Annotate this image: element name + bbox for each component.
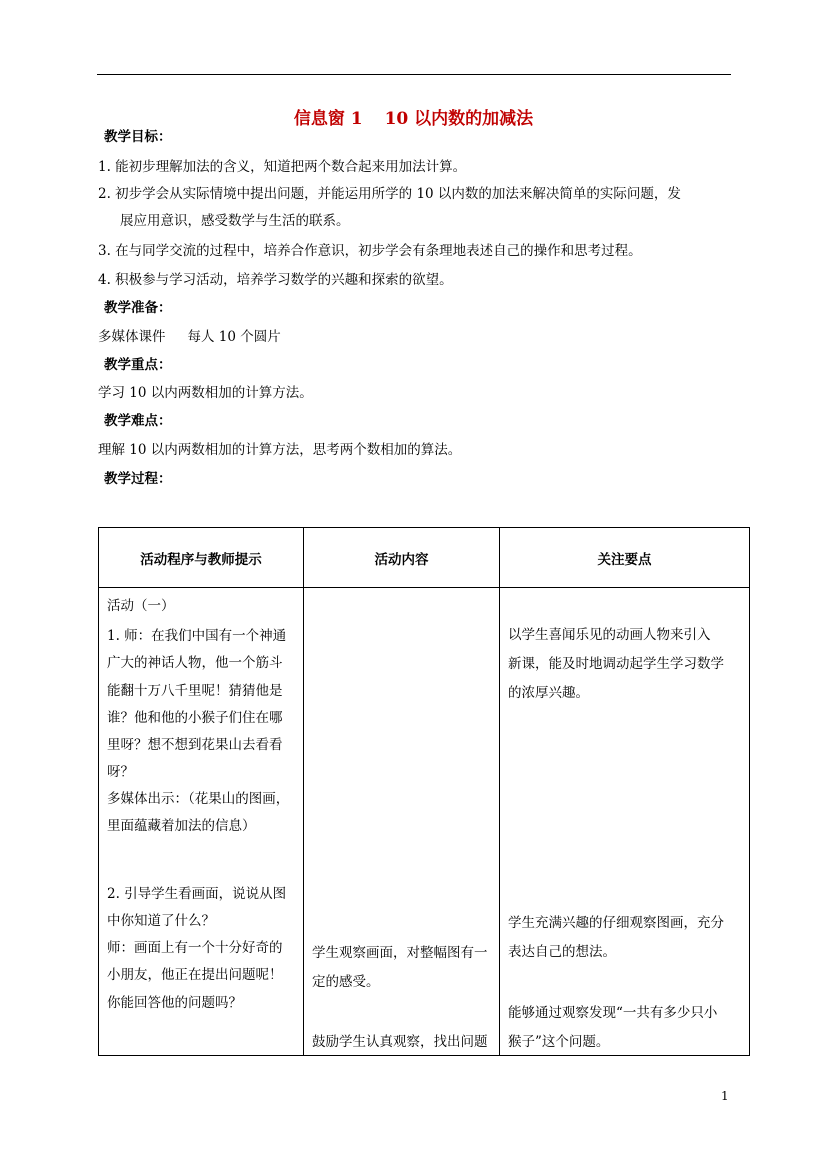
focus-cell xyxy=(500,588,750,1056)
preparation-item: 每人 10 个圆片 xyxy=(187,329,281,345)
process-heading: 教学过程： xyxy=(104,471,172,487)
objective-item: 展应用意识，感受数学与生活的联系。 xyxy=(120,213,350,229)
table-header-cell: 活动内容 xyxy=(304,528,500,588)
header-rule xyxy=(97,74,731,75)
key-point-text: 学习 10 以内两数相加的计算方法。 xyxy=(98,385,313,401)
objective-item: 2. 初步学会从实际情境中提出问题，并能运用所学的 10 以内数的加法来解决简单的实际问题，发 xyxy=(98,186,681,202)
objective-item: 4. 积极参与学习活动，培养学习数学的兴趣和探索的欲望。 xyxy=(98,272,453,288)
cell-line: 学生观察画面，对整幅图有一 xyxy=(312,945,488,961)
page-title xyxy=(0,104,827,129)
title-left: 信息窗 1 xyxy=(293,109,363,129)
cell-line: 里面蕴藏着加法的信息） xyxy=(107,818,256,834)
cell-line: 广大的神话人物，他一个筋斗 xyxy=(107,655,283,671)
cell-line: 小朋友，他正在提出问题呢！ xyxy=(107,967,283,983)
table-header-cell: 活动程序与教师提示 xyxy=(99,528,304,588)
cell-line: 以学生喜闻乐见的动画人物来引入 xyxy=(508,627,711,643)
activity-cell xyxy=(99,588,304,1056)
cell-line: 2. 引导学生看画面，说说从图 xyxy=(107,886,287,902)
objectives-heading: 教学目标： xyxy=(104,129,172,145)
table-header-row xyxy=(99,528,750,588)
cell-line: 定的感受。 xyxy=(312,974,380,990)
cell-line: 鼓励学生认真观察，找出问题 xyxy=(312,1034,488,1050)
preparation-item: 多媒体课件 xyxy=(98,329,166,345)
preparation-heading: 教学准备： xyxy=(104,300,172,316)
cell-line: 谁？他和他的小猴子们住在哪 xyxy=(107,710,283,726)
difficulty-heading: 教学难点： xyxy=(104,413,172,429)
cell-line: 能翻十万八千里呢！猜猜他是 xyxy=(107,683,283,699)
cell-line: 里呀？想不想到花果山去看看 xyxy=(107,737,283,753)
content-cell xyxy=(304,588,500,1056)
cell-line: 活动（一） xyxy=(107,598,175,614)
key-point-heading: 教学重点： xyxy=(104,357,172,373)
table-header-cell: 关注要点 xyxy=(500,528,750,588)
cell-line: 师：画面上有一个十分好奇的 xyxy=(107,940,283,956)
difficulty-text: 理解 10 以内两数相加的计算方法，思考两个数相加的算法。 xyxy=(98,442,462,458)
cell-line: 新课，能及时地调动起学生学习数学 xyxy=(508,656,724,672)
cell-line: 中你知道了什么？ xyxy=(107,913,215,929)
cell-line: 的浓厚兴趣。 xyxy=(508,685,589,701)
cell-line: 能够通过观察发现“一共有多少只小 xyxy=(508,1005,718,1021)
page-number: 1 xyxy=(721,1089,729,1103)
cell-line: 学生充满兴趣的仔细观察图画，充分 xyxy=(508,915,724,931)
table-row xyxy=(99,588,750,1056)
preparation-items xyxy=(98,327,281,347)
cell-line: 多媒体出示：（花果山的图画， xyxy=(107,791,290,807)
objective-item: 1. 能初步理解加法的含义，知道把两个数合起来用加法计算。 xyxy=(98,159,467,175)
cell-line: 你能回答他的问题吗？ xyxy=(107,995,242,1011)
cell-line: 1. 师：在我们中国有一个神通 xyxy=(107,628,287,644)
cell-line: 呀？ xyxy=(107,764,134,780)
cell-line: 表达自己的想法。 xyxy=(508,944,616,960)
title-right: 10 以内数的加减法 xyxy=(384,109,534,129)
process-table xyxy=(98,527,750,1056)
objective-item: 3. 在与同学交流的过程中，培养合作意识，初步学会有条理地表述自己的操作和思考过程。 xyxy=(98,243,642,259)
cell-line: 猴子”这个问题。 xyxy=(508,1034,610,1050)
